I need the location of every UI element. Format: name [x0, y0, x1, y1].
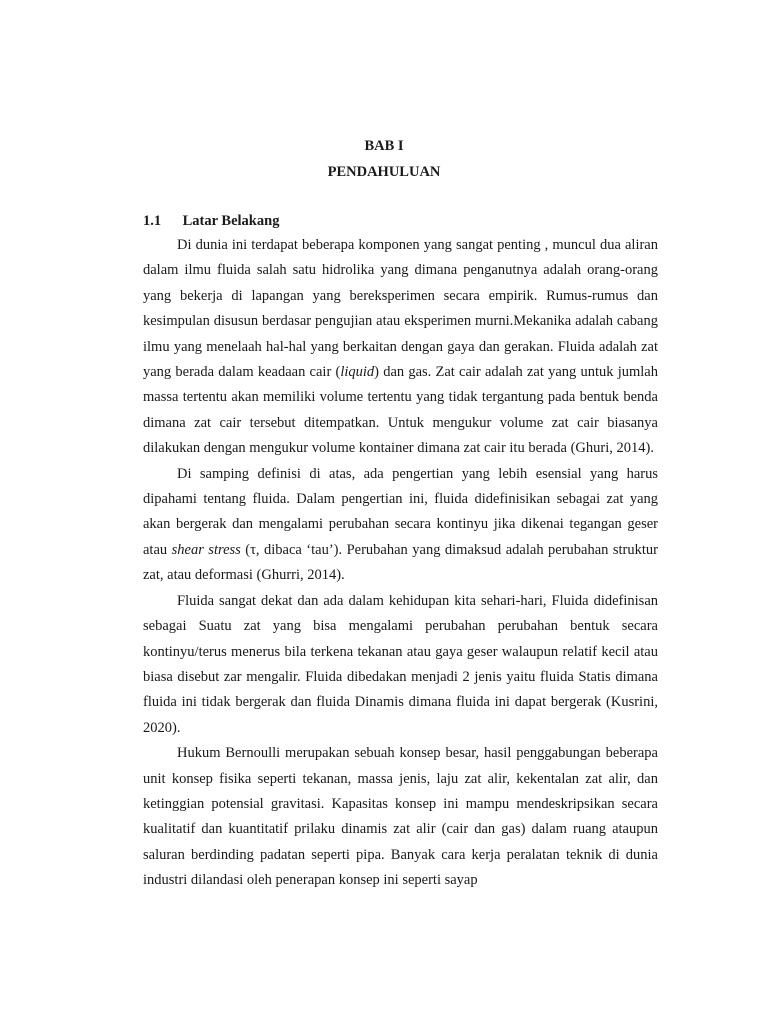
paragraph-4	[143, 741, 658, 893]
chapter-title: PENDAHULUAN	[327, 164, 441, 180]
paragraph-1-text-b: ) dan gas. Zat cair adalah zat yang untuk jumlah massa tertentu akan memiliki volume tertentu yang tidak tergantung pada bentuk benda dimana zat cair tersebut ditempatkan. Untuk mengukur volume zat cair biasanya dilakukan dengan mengukur volume kontainer dimana zat cair itu berada (Ghuri, 2014).	[143, 364, 658, 457]
chapter-number: BAB I	[364, 138, 404, 154]
paragraph-2-text-a: Di samping definisi di atas, ada pengertian yang lebih esensial yang harus dipahami tentang fluida. Dalam pengertian ini, fluida didefinisikan sebagai zat yang akan bergerak dan mengalami perubahan secara kontinyu jika dikenai tegangan geser atau	[143, 465, 658, 558]
section-title: Latar Belakang	[182, 213, 280, 229]
paragraph-4-text: Hukum Bernoulli merupakan sebuah konsep besar, hasil penggabungan beberapa unit konsep fisika seperti tekanan, massa jenis, laju zat alir, kekentalan zat alir, dan ketinggian potensial gravitasi. Kapasitas konsep ini mampu mendeskripsikan secara kualitatif dan kuantitatif prilaku dinamis zat alir (cair dan gas) dalam ruang ataupun saluran berdinding padatan seperti pipa. Banyak cara kerja peralatan teknik di dunia industri dilandasi oleh penerapan konsep ini seperti sayap	[143, 745, 658, 889]
paragraph-2-italic-term: shear stress	[171, 541, 241, 558]
section-number: 1.1	[143, 213, 162, 229]
paragraph-1-text-a: Di dunia ini terdapat beberapa komponen yang sangat penting , muncul dua aliran dalam ilmu fluida salah satu hidrolika yang dimana penganutnya adalah orang-orang yang bekerja di lapangan yang bereksperimen secara empirik. Rumus-rumus dan kesimpulan disusun berdasar pengujian atau eksperimen murni.Mekanika adalah cabang ilmu yang menelaah hal-hal yang berkaitan dengan gaya dan gerakan. Fluida adalah zat yang berada dalam keadaan cair (	[143, 237, 658, 381]
paragraph-1	[143, 233, 658, 462]
paragraph-2	[143, 462, 658, 589]
section-heading	[143, 212, 279, 230]
paragraph-3-text: Fluida sangat dekat dan ada dalam kehidupan kita sehari-hari, Fluida didefinisan sebagai Suatu zat yang bisa mengalami perubahan perubahan bentuk secara kontinyu/terus menerus bila terkena tekanan atau gaya geser walaupun relatif kecil atau biasa disebut zar mengalir. Fluida dibedakan menjadi 2 jenis yaitu fluida Statis dimana fluida ini tidak bergerak dan fluida Dinamis dimana fluida ini dapat bergerak (Kusrini, 2020).	[143, 592, 658, 736]
paragraph-2-text-b: (τ, dibaca ‘tau’). Perubahan yang dimaksud adalah perubahan struktur zat, atau deformasi (Ghurri, 2014).	[143, 541, 658, 584]
paragraph-1-italic-term: liquid	[340, 364, 375, 381]
paragraph-3	[143, 589, 658, 741]
body-text	[143, 233, 658, 894]
